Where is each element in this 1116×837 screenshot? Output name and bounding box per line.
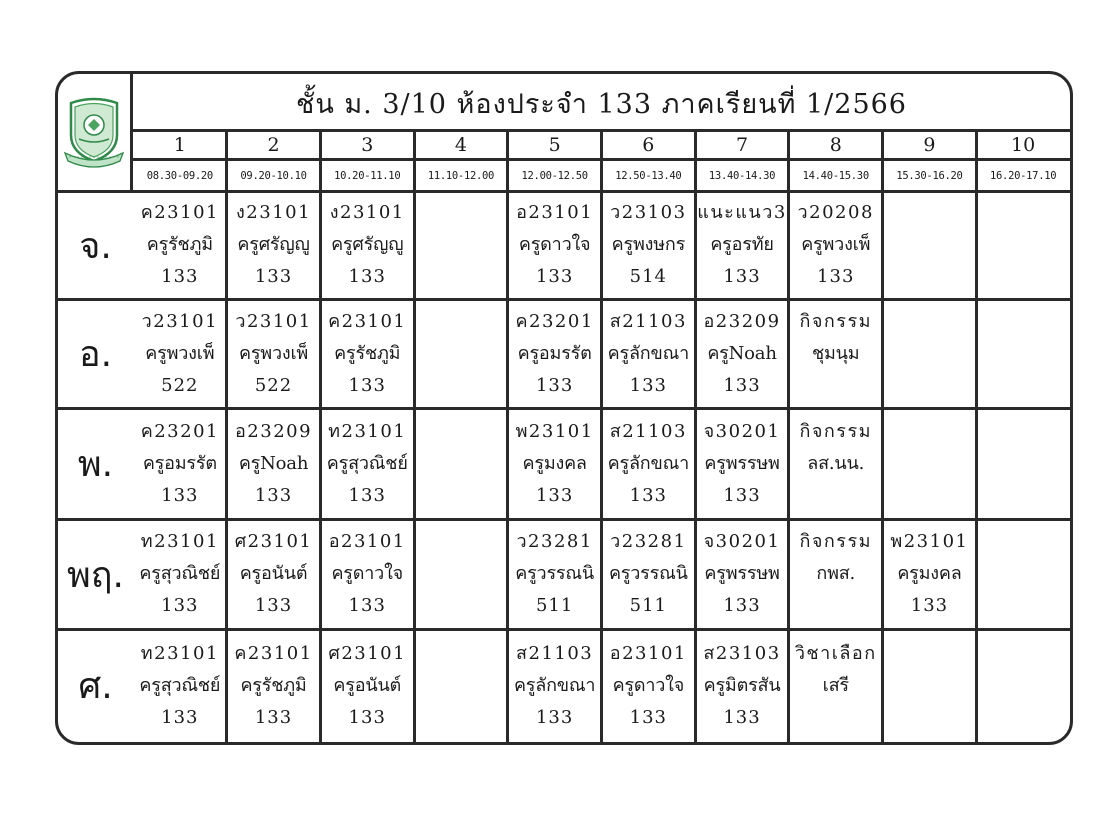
teacher-name: ครูพวงเพ็ — [801, 234, 871, 255]
teacher-name: ครูลักขณา — [607, 452, 690, 474]
teacher-name: ชุมนุม — [812, 342, 860, 364]
subject-code — [1020, 416, 1027, 448]
school-logo — [58, 74, 133, 191]
subject-code: อ23101 — [609, 642, 687, 664]
room-number: 133 — [161, 706, 199, 728]
schedule-cell — [883, 519, 977, 629]
room-number: 514 — [629, 266, 668, 287]
subject-code: ว23281 — [516, 531, 593, 552]
schedule-cell — [695, 191, 789, 299]
schedule-cell — [883, 629, 977, 742]
subject-code: จ30201 — [703, 420, 781, 442]
room-number — [832, 370, 839, 402]
schedule-cell — [414, 408, 508, 519]
subject-code: ง23101 — [329, 202, 405, 223]
subject-code — [457, 526, 464, 558]
schedule-cell — [133, 519, 227, 629]
subject-code — [1020, 197, 1027, 229]
teacher-name: ครูศรัญญู — [237, 234, 310, 255]
subject-code: ว23101 — [141, 310, 219, 332]
schedule-cell — [414, 191, 508, 299]
room-number: 133 — [535, 706, 574, 728]
teacher-name: กพส. — [816, 563, 856, 584]
schedule-cell — [320, 519, 414, 629]
teacher-name: ครูมิตรสัน — [703, 674, 781, 696]
schedule-cell — [414, 629, 508, 742]
schedule-cell — [883, 299, 977, 408]
schedule-cell — [789, 519, 883, 629]
schedule-cell — [883, 191, 977, 299]
room-number: 133 — [348, 374, 386, 396]
teacher-name — [927, 670, 933, 702]
schedule-cell — [508, 519, 602, 629]
subject-code — [1020, 306, 1027, 338]
subject-code: ง23101 — [236, 202, 312, 223]
period-number: 6 — [602, 132, 696, 161]
subject-code: ค23201 — [515, 310, 594, 332]
room-number: 133 — [723, 374, 761, 396]
schedule-cell — [508, 629, 602, 742]
room-number: 133 — [723, 595, 761, 616]
day-label: ศ. — [78, 666, 113, 707]
subject-code — [457, 638, 464, 670]
period-number: 8 — [789, 132, 883, 161]
schedule-cell — [414, 519, 508, 629]
day-label: พ. — [77, 444, 114, 485]
schedule-cell — [602, 408, 696, 519]
room-number — [926, 261, 933, 293]
teacher-name: ครูNoah — [238, 452, 309, 474]
subject-code: ท23101 — [140, 531, 219, 552]
day-label: อ. — [78, 334, 113, 375]
room-number — [832, 702, 839, 734]
teacher-name: ครูพรรษพ — [704, 563, 780, 584]
period-time: 13.40-14.30 — [708, 170, 776, 182]
subject-code — [457, 197, 464, 229]
room-number: 511 — [629, 595, 668, 616]
subject-code: ค23201 — [140, 420, 219, 442]
teacher-name — [927, 229, 933, 261]
subject-code: ท23101 — [328, 420, 407, 442]
room-number: 133 — [723, 484, 761, 506]
subject-code: กิจกรรม — [799, 420, 872, 442]
subject-code: อ23209 — [234, 420, 313, 442]
schedule-cell — [320, 629, 414, 742]
teacher-name: ครูมงคล — [522, 452, 587, 474]
period-number: 4 — [414, 132, 508, 161]
teacher-name: ครูพวงเพ็ — [145, 342, 215, 364]
schedule-cell — [695, 408, 789, 519]
schedule-cell — [695, 519, 789, 629]
schedule-cell — [227, 519, 321, 629]
room-number: 133 — [723, 706, 761, 728]
room-number: 133 — [254, 595, 293, 616]
teacher-name: ครูวรรณนิ — [515, 563, 595, 584]
period-number: 1 — [133, 132, 227, 161]
schedule-cell — [976, 408, 1070, 519]
period-number: 5 — [508, 132, 602, 161]
teacher-name: ครูลักขณา — [513, 674, 596, 696]
room-number: 133 — [817, 266, 855, 287]
period-number: 3 — [320, 132, 414, 161]
subject-code — [926, 416, 933, 448]
room-number: 133 — [348, 595, 386, 616]
schedule-cell — [414, 299, 508, 408]
subject-code: ว23103 — [610, 202, 687, 223]
room-number: 133 — [161, 595, 199, 616]
subject-code — [1020, 638, 1027, 670]
schedule-cell — [508, 191, 602, 299]
room-number — [458, 261, 465, 293]
schedule-cell — [320, 191, 414, 299]
teacher-name: ลส.นน. — [807, 452, 865, 474]
subject-code: อ23101 — [516, 202, 594, 223]
room-number: 133 — [348, 484, 386, 506]
room-number — [458, 590, 465, 622]
teacher-name — [927, 448, 933, 480]
subject-code: ศ23101 — [328, 642, 407, 664]
teacher-name — [927, 338, 933, 370]
teacher-name — [458, 229, 464, 261]
subject-code: แนะแนว3 — [697, 202, 787, 223]
room-number — [458, 370, 465, 402]
schedule-cell — [133, 408, 227, 519]
subject-code: จ30201 — [703, 531, 781, 552]
subject-code: ท23101 — [140, 642, 219, 664]
period-time: 15.30-16.20 — [896, 170, 963, 182]
school-crest-icon — [63, 95, 125, 171]
room-number — [926, 702, 933, 734]
subject-code: พ23101 — [515, 420, 594, 442]
subject-code: วิชาเลือก — [794, 642, 877, 664]
teacher-name: ครูอนันต์ — [239, 563, 308, 584]
schedule-cell — [227, 299, 321, 408]
teacher-name: ครูพรรษพ — [704, 452, 780, 474]
room-number — [832, 590, 839, 622]
subject-code: ค23101 — [234, 642, 313, 664]
teacher-name: ครูดาวใจ — [612, 674, 685, 696]
day-label: พฤ. — [67, 554, 124, 596]
subject-code — [1020, 526, 1027, 558]
room-number: 133 — [910, 595, 949, 616]
room-number: 133 — [348, 706, 386, 728]
teacher-name: ครูอรทัย — [710, 234, 774, 255]
timetable — [55, 71, 1073, 745]
teacher-name — [458, 338, 464, 370]
teacher-name: ครูศรัญญู — [331, 234, 404, 255]
room-number: 133 — [161, 484, 199, 506]
schedule-cell — [789, 299, 883, 408]
room-number — [926, 370, 933, 402]
teacher-name: ครูดาวใจ — [518, 234, 591, 255]
teacher-name: ครูลักขณา — [607, 342, 690, 364]
subject-code: ส23103 — [703, 642, 781, 664]
subject-code: ส21103 — [609, 310, 687, 332]
teacher-name: ครูสุวณิชย์ — [139, 674, 221, 696]
period-number: 10 — [976, 132, 1070, 161]
teacher-name: ครูอมรรัต — [517, 342, 592, 364]
teacher-name: ครูรัชภูมิ — [146, 234, 213, 255]
room-number — [458, 480, 465, 512]
subject-code — [926, 197, 933, 229]
teacher-name — [1020, 229, 1026, 261]
period-time: 12.50-13.40 — [615, 170, 682, 182]
subject-code — [926, 306, 933, 338]
teacher-name — [458, 670, 464, 702]
subject-code: ว20208 — [797, 202, 874, 223]
room-number: 133 — [535, 374, 574, 396]
teacher-name: ครูวรรณนิ — [608, 563, 688, 584]
schedule-cell — [976, 191, 1070, 299]
teacher-name: ครูอนันต์ — [333, 674, 402, 696]
subject-code: ค23101 — [328, 310, 407, 332]
period-time: 12.00-12.50 — [521, 170, 588, 182]
period-time: 09.20-10.10 — [240, 170, 307, 182]
room-number: 133 — [348, 266, 386, 287]
room-number: 133 — [629, 706, 668, 728]
schedule-cell — [320, 408, 414, 519]
schedule-cell — [789, 191, 883, 299]
schedule-cell — [976, 299, 1070, 408]
teacher-name — [458, 558, 464, 590]
room-number: 133 — [535, 266, 574, 287]
period-time: 08.30-09.20 — [146, 170, 213, 182]
schedule-cell — [227, 629, 321, 742]
room-number: 133 — [161, 266, 199, 287]
subject-code — [457, 416, 464, 448]
subject-code: ว23101 — [235, 310, 312, 332]
teacher-name: ครูNoah — [707, 342, 777, 364]
subject-code: ค23101 — [140, 202, 219, 223]
teacher-name — [1020, 448, 1026, 480]
schedule-cell — [508, 299, 602, 408]
subject-code: พ23101 — [890, 531, 969, 552]
room-number: 133 — [254, 266, 293, 287]
room-number — [1020, 702, 1027, 734]
teacher-name: ครูดาวใจ — [331, 563, 404, 584]
schedule-cell — [976, 629, 1070, 742]
subject-code: อ23209 — [703, 310, 781, 332]
period-number: 7 — [695, 132, 789, 161]
page-title: ชั้น ม. 3/10 ห้องประจำ 133 ภาคเรียนที่ 1/2566 — [133, 74, 1070, 132]
teacher-name: ครูรัชภูมิ — [240, 674, 307, 696]
schedule-cell — [789, 629, 883, 742]
room-number: 133 — [535, 484, 574, 506]
teacher-name: ครูพงษกร — [611, 234, 686, 255]
period-time: 10.20-11.10 — [334, 170, 401, 182]
subject-code: ว23281 — [610, 531, 687, 552]
schedule-cell — [133, 629, 227, 742]
teacher-name: ครูอมรรัต — [142, 452, 217, 474]
room-number: 522 — [254, 374, 293, 396]
subject-code — [457, 306, 464, 338]
room-number — [1020, 370, 1027, 402]
subject-code: อ23101 — [328, 531, 406, 552]
room-number: 133 — [254, 706, 293, 728]
schedule-cell — [602, 629, 696, 742]
teacher-name: ครูพวงเพ็ — [238, 342, 309, 364]
subject-code — [926, 638, 933, 670]
room-number — [926, 480, 933, 512]
teacher-name: ครูสุวณิชย์ — [326, 452, 408, 474]
room-number: 133 — [254, 484, 293, 506]
schedule-cell — [227, 191, 321, 299]
period-time: 16.20-17.10 — [990, 170, 1057, 182]
room-number: 133 — [629, 484, 668, 506]
subject-code: ส21103 — [516, 642, 594, 664]
teacher-name — [1020, 558, 1026, 590]
subject-code: ศ23101 — [234, 531, 313, 552]
room-number — [458, 702, 465, 734]
period-time: 14.40-15.30 — [802, 170, 869, 182]
period-number: 9 — [883, 132, 977, 161]
teacher-name: ครูมงคล — [897, 563, 962, 584]
schedule-cell — [602, 191, 696, 299]
room-number — [1020, 590, 1027, 622]
room-number: 133 — [629, 374, 668, 396]
schedule-cell — [508, 408, 602, 519]
schedule-cell — [789, 408, 883, 519]
teacher-name — [1020, 670, 1026, 702]
teacher-name: ครูสุวณิชย์ — [139, 563, 221, 584]
room-number — [832, 480, 839, 512]
room-number: 522 — [161, 374, 199, 396]
teacher-name — [1020, 338, 1026, 370]
room-number: 133 — [723, 266, 761, 287]
room-number — [1020, 480, 1027, 512]
schedule-cell — [695, 629, 789, 742]
schedule-cell — [602, 299, 696, 408]
subject-code: ส21103 — [609, 420, 687, 442]
room-number: 511 — [535, 595, 574, 616]
schedule-cell — [976, 519, 1070, 629]
schedule-cell — [602, 519, 696, 629]
schedule-cell — [320, 299, 414, 408]
day-label: จ. — [79, 225, 112, 267]
schedule-cell — [133, 299, 227, 408]
teacher-name: เสรี — [822, 674, 849, 696]
schedule-cell — [227, 408, 321, 519]
schedule-cell — [883, 408, 977, 519]
period-time: 11.10-12.00 — [427, 170, 495, 182]
schedule-cell — [133, 191, 227, 299]
subject-code: กิจกรรม — [799, 310, 872, 332]
teacher-name: ครูรัชภูมิ — [334, 342, 401, 364]
schedule-cell — [695, 299, 789, 408]
room-number — [1020, 261, 1027, 293]
subject-code: กิจกรรม — [799, 531, 872, 552]
teacher-name — [458, 448, 464, 480]
period-number: 2 — [227, 132, 321, 161]
